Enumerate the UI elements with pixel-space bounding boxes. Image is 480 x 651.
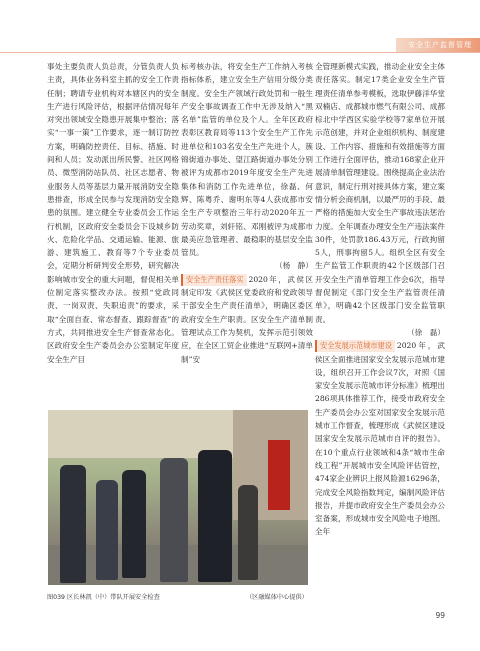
section-text: 2020年，武侯区制定印发《武侯区党委政府和党政领导干部安全生产责任清单》，明确区委区政府安全生产职责。区安全生产清单制管理试点工作为契机，发挥示范引领效应，在全区工贸企业推进“互联网+清单制”安 [181,274,313,364]
page-number: 99 [435,611,445,620]
photo-credit: （区融媒体中心提供） [246,594,308,601]
body-paragraph: 标考核办法，将安全生产工作纳入考核指标体系，建立安全生产信用分级分类制度。安全生产领域行政处罚和一般生产安全事故调查工作中无涉及纳入“黑名单”监管的单位及个人。全年区政府表彰区教育局等113个安全生产工作先进单位和103名安全生产先进个人，簇锦街道办事处、望江路街道办事处分别被评为成都市2019年度安全生产先进集体和消防工作先进单位，徐磊、何辉、陈粤乔、谢明东等4人获成都市安全生产专项整治三年行动2020年五一劳动奖章，刘轩铭、邓刚被评为成都市最美应急管理者、最稳职的基层安全监管员。 [181,62,313,258]
body-paragraph: 事处主要负责人负总责，分管负责人负主责，具体业务科室主抓的安全工作责任制；聘请专业机构对本辖区内的安全生产进行风险评估，根据评估情况每年对突出领域安全隐患开展集中整治；落实“一事一策”工作要求，逐一制订防控方案，明确防控责任、目标、措施、时间和人员；发动派出所民警、社区网格员、微型消防站队员、社区志愿者、物业服务人员等基层力量开展消防安全隐患排查，形成全民参与发现消防安全隐患的氛围。建立健全专业委员会工作运行机制，区政府安全委员会下设城乡防火、危险化学品、交通运输、能源、旅游、建筑施工、教育等7个专业委员会，定期分析研判安全形势，研究解决影响城市安全的重大问题，督促相关单位制定落实整改办法。按照“党政同责、一岗双责、失职追责”的要求，采取“全面自查、常态督查、跟踪督查”的方式，共同推进安全生产督查常态化。区政府安全生产委员会办公室制定年度安全生产目 [47,62,179,364]
author-signature: （徐 磊） [407,327,445,337]
section-heading: 安全发展示范城市建设 [315,340,395,352]
section-title-tag: 安全生产监督管理 [396,38,480,52]
text-column-1 [47,60,179,366]
photo-person [122,470,146,578]
text-column-2 [181,60,313,366]
section-heading: 安全生产责任落实 [181,274,247,286]
photo-person [160,458,188,582]
photo-person [60,465,86,583]
inspection-photo [48,410,308,585]
photo-person [198,450,232,582]
body-paragraph: 全管理新模式实践，推动企业安全主体责任落实。制定17类企业安全生产管理责任清单参考模板，选取伊藤洋华堂双楠店、成都城市燃气有限公司、成都棕北中学西区实验学校等7家单位开展示范创建，并对企业组织机构、制度建设、工作内容、措施和有效措施等方面工作进行全面评估，推动168家企业开展清单制管理建设。围绕提高企业法治意识，制定行刑对接具体方案，建立案情分析会商机制，以最严厉的手段、最严格的措施加大安全生产事故违法惩治力度。全年调查办理安全生产违法案件30件，处罚款186.43万元，行政拘留5人，刑事拘留5人。组织全区有安全生产监管工作职责的42个区级部门召开安全生产清单管理工作会6次，指导督促制定《部门安全生产监管责任清单》，明确42个区级部门安全监管职责。 [315,62,445,324]
photo-person [238,485,258,580]
photo-person [96,480,118,580]
body-paragraph [315,339,445,538]
body-paragraph [181,273,313,366]
text-column-3 [315,60,445,539]
section-text: 2020年，武侯区全面推进国家安全发展示范城市建设，组织召开工作会议7次，对照《国家安全发展示范城市评分标准》梳理出286项具体推荐工作，接受市政府安全生产委员会办公室对国家安全发展示范城市工作督查，梳理形成《武侯区建设国家安全发展示范城市自评的报告》。在10个重点行业领域和4条“城市生命线工程”开展城市安全风险评估管控，474家企业辨识上报风险源16296条，完成安全风险指数判定，编制风险评估报告，并提市政府安全生产委员会办公室备案，形成城市安全风险电子地图。全年 [315,341,445,537]
author-signature: （杨 静） [275,261,313,271]
photo-caption: 图039 区长林凯（中）带队开展安全检查 [47,594,160,601]
photo-banner [268,440,290,510]
